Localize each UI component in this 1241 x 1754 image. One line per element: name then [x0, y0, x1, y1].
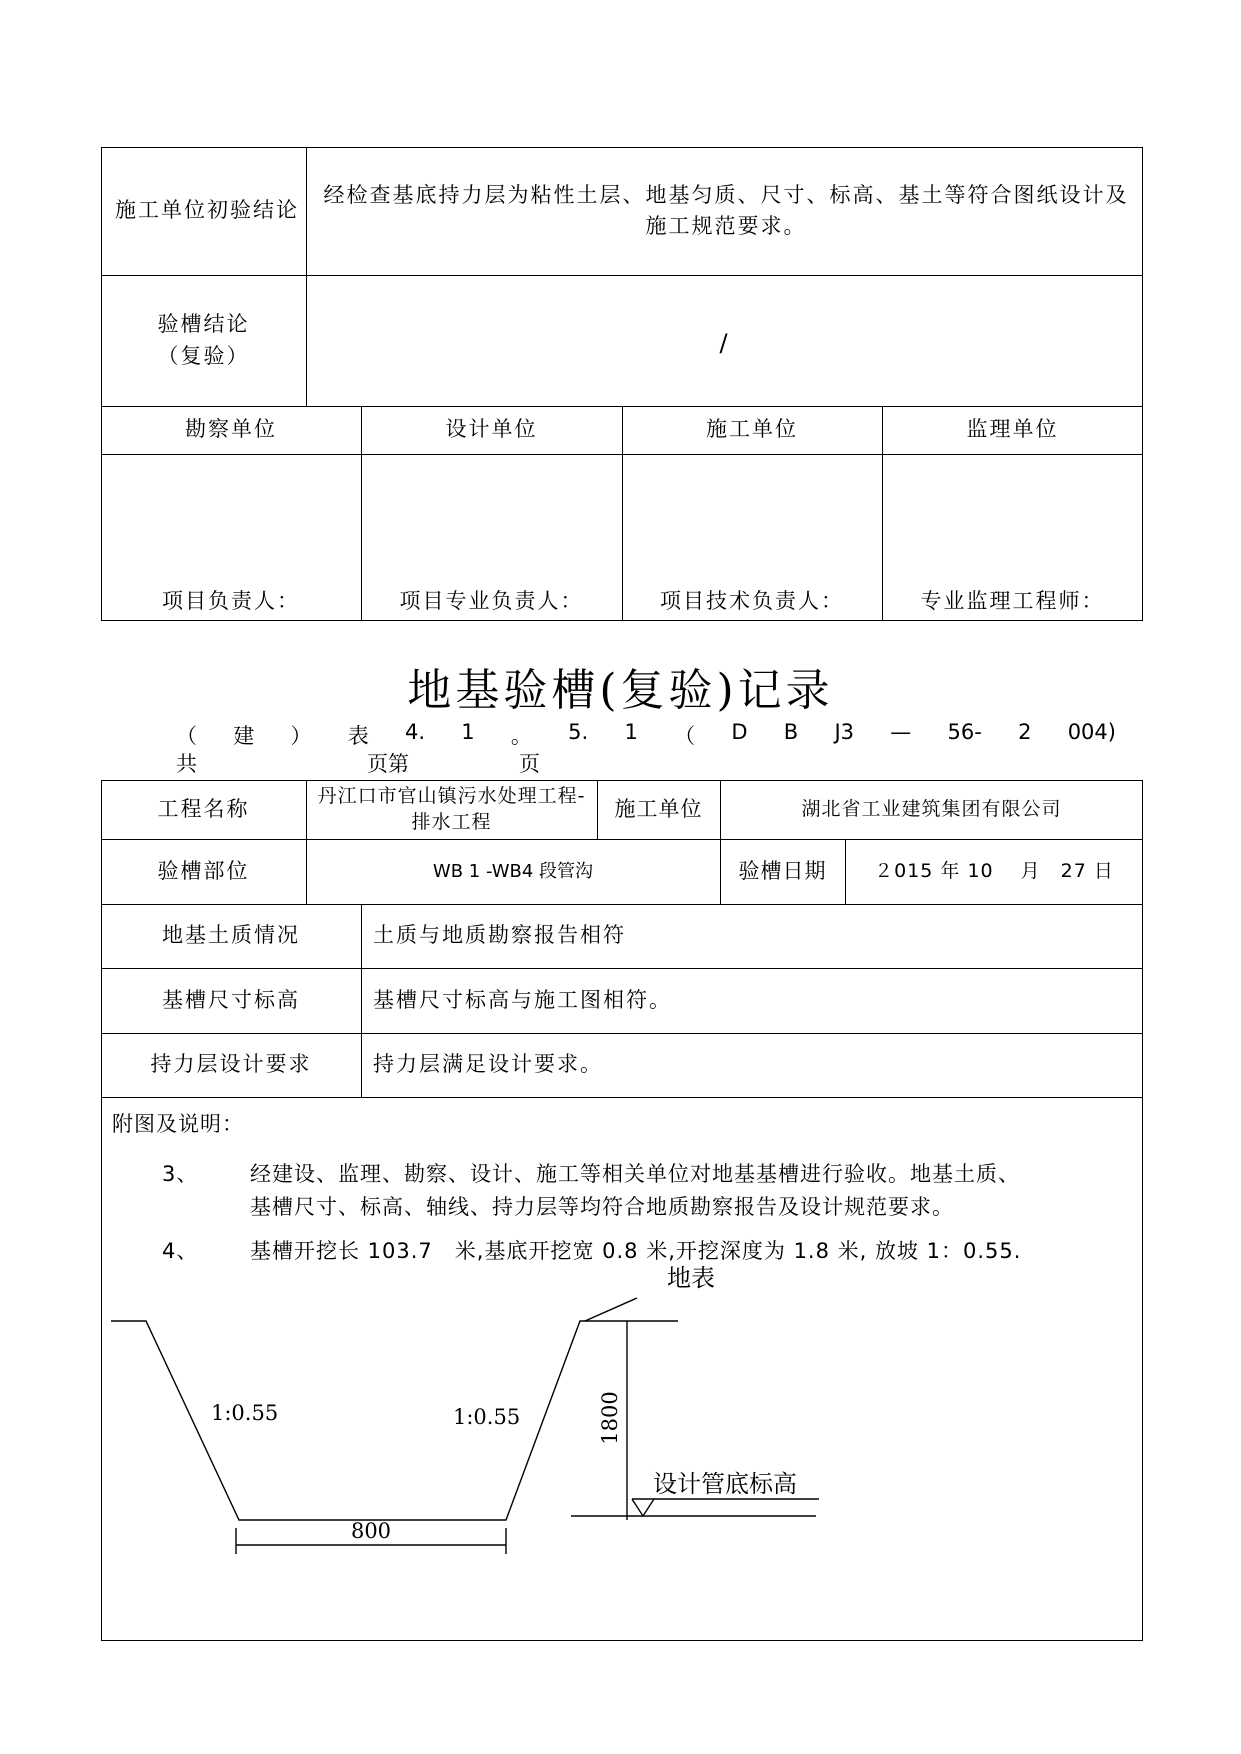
- note-item: 3、 经建设、监理、勘察、设计、施工等相关单位对地基基槽进行验收。地基土质、: [162, 1161, 1020, 1186]
- note-item-cont: 基槽尺寸、标高、轴线、持力层等均符合地质勘察报告及设计规范要求。: [250, 1195, 954, 1220]
- divider: [101, 1097, 1143, 1098]
- size-label: 基槽尺寸标高: [162, 987, 300, 1012]
- notes: [112, 1108, 1122, 1278]
- recheck-value: /: [719, 329, 730, 357]
- trench-diagram: [101, 1260, 1143, 1560]
- page-title: 地基验槽(复验)记录: [407, 665, 834, 716]
- depth-label: 1800: [598, 1391, 622, 1445]
- bearing-value: 持力层满足设计要求。: [373, 1052, 603, 1077]
- slope-left-label: 1:0.55: [211, 1401, 279, 1425]
- soil-label: 地基土质情况: [162, 923, 300, 948]
- inspection-date-label: 验槽日期: [738, 858, 827, 883]
- contractor-value: 湖北省工业建筑集团有限公司: [801, 798, 1062, 821]
- bearing-label: 持力层设计要求: [150, 1052, 312, 1077]
- unit-design: 设计单位: [445, 417, 538, 442]
- trench-profile: [111, 1321, 678, 1520]
- recheck-label: 验槽结论 （复验）: [157, 312, 250, 368]
- slope-right-label: 1:0.55: [453, 1405, 521, 1429]
- project-name-value: 丹江口市官山镇污水处理工程-排水工程: [317, 784, 586, 833]
- signer-construction: 项目技术负责人：: [660, 588, 844, 613]
- initial-conclusion-text: 经检查基底持力层为粘性土层、地基匀质、尺寸、标高、基土等符合图纸设计及施工规范要求。: [323, 182, 1129, 238]
- width-label: 800: [350, 1519, 392, 1543]
- signer-design: 项目专业负责人：: [399, 588, 584, 613]
- unit-construction: 施工单位: [706, 417, 798, 442]
- inspection-date-value: ２015 年 10 月 27 日: [874, 860, 1114, 883]
- size-value: 基槽尺寸标高与施工图相符。: [373, 987, 672, 1012]
- initial-conclusion-label: 施工单位初验结论: [115, 198, 299, 223]
- contractor-label: 施工单位: [614, 796, 703, 821]
- unit-survey: 勘察单位: [185, 417, 277, 442]
- surface-leader: [585, 1298, 637, 1321]
- inspection-part-value: WB 1 -WB4 段管沟: [432, 861, 594, 882]
- notes-heading: 附图及说明：: [112, 1112, 244, 1136]
- soil-value: 土质与地质勘察报告相符: [373, 923, 626, 948]
- signer-survey: 项目负责人：: [162, 588, 300, 613]
- page-count: 共 页第 页: [176, 752, 540, 776]
- divider: [845, 839, 846, 904]
- project-name-label: 工程名称: [157, 796, 250, 821]
- form-code: （ 建 ） 表 4. 1 。 5. 1 （ D B J3 — 56- 2 004): [176, 720, 1116, 748]
- inspection-part-label: 验槽部位: [157, 858, 250, 883]
- unit-supervision: 监理单位: [966, 417, 1059, 442]
- signer-supervision: 专业监理工程师：: [920, 588, 1105, 613]
- surface-label: 地表: [667, 1264, 715, 1292]
- bottom-elevation-label: 设计管底标高: [653, 1470, 797, 1498]
- note-item: 4、 基槽开挖长 103.7 米,基底开挖宽 0.8 米,开挖深度为 1.8 米, 放坡 1：0.55.: [162, 1238, 1022, 1263]
- elevation-mark: [632, 1499, 654, 1516]
